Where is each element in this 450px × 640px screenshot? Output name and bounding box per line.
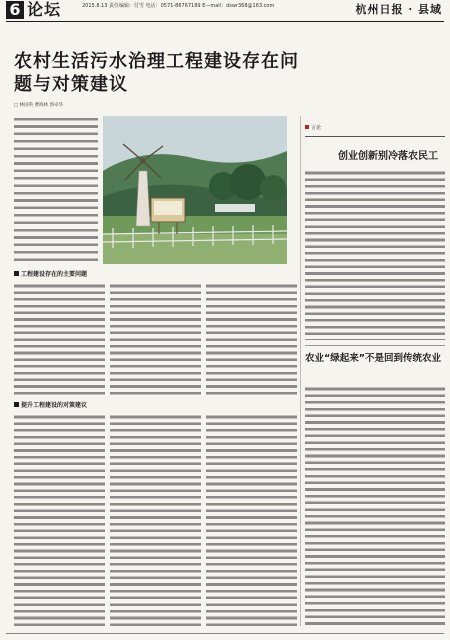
section-name: 论坛: [27, 0, 62, 19]
lead-paragraph: [14, 116, 98, 264]
article-body-block-2: [14, 414, 298, 626]
article-headline: 农村生活污水治理工程建设存在问题与对策建议: [14, 51, 299, 95]
section-heading-suggestions: 提升工程建设的对策建议: [14, 402, 87, 410]
page-header: [0, 0, 450, 22]
commentary-rule: [305, 136, 445, 137]
column-divider: [300, 116, 301, 626]
village-windmill-photo: [103, 116, 287, 264]
commentary-separator: [305, 345, 445, 346]
commentary-body-1: [305, 170, 445, 340]
page-meta: 2015.8.13 责任编辑：付雪 电话：0571-86767189 E—mail：dswr368@163.com: [82, 3, 275, 9]
commentary-title-1: 创业创新别冷落农民工: [338, 151, 438, 162]
footer-rule: [6, 633, 444, 634]
article-body-block-1: [14, 283, 298, 395]
article-byline: □ 林国英 曹海林 郭卓华: [14, 103, 64, 108]
page-number: 6: [6, 1, 24, 19]
lead-text-lines: [14, 116, 98, 264]
newspaper-name: 杭州日报 · 县域: [355, 3, 442, 16]
header-rule: [6, 21, 444, 22]
section-heading-problems: 工程建设存在的主要问题: [14, 271, 87, 279]
commentary-title-2: 农业“绿起来”不是回到传统农业: [305, 353, 441, 364]
article-photo: [103, 116, 287, 264]
commentary-body-2: [305, 386, 445, 626]
commentary-label: 言论: [305, 125, 321, 132]
